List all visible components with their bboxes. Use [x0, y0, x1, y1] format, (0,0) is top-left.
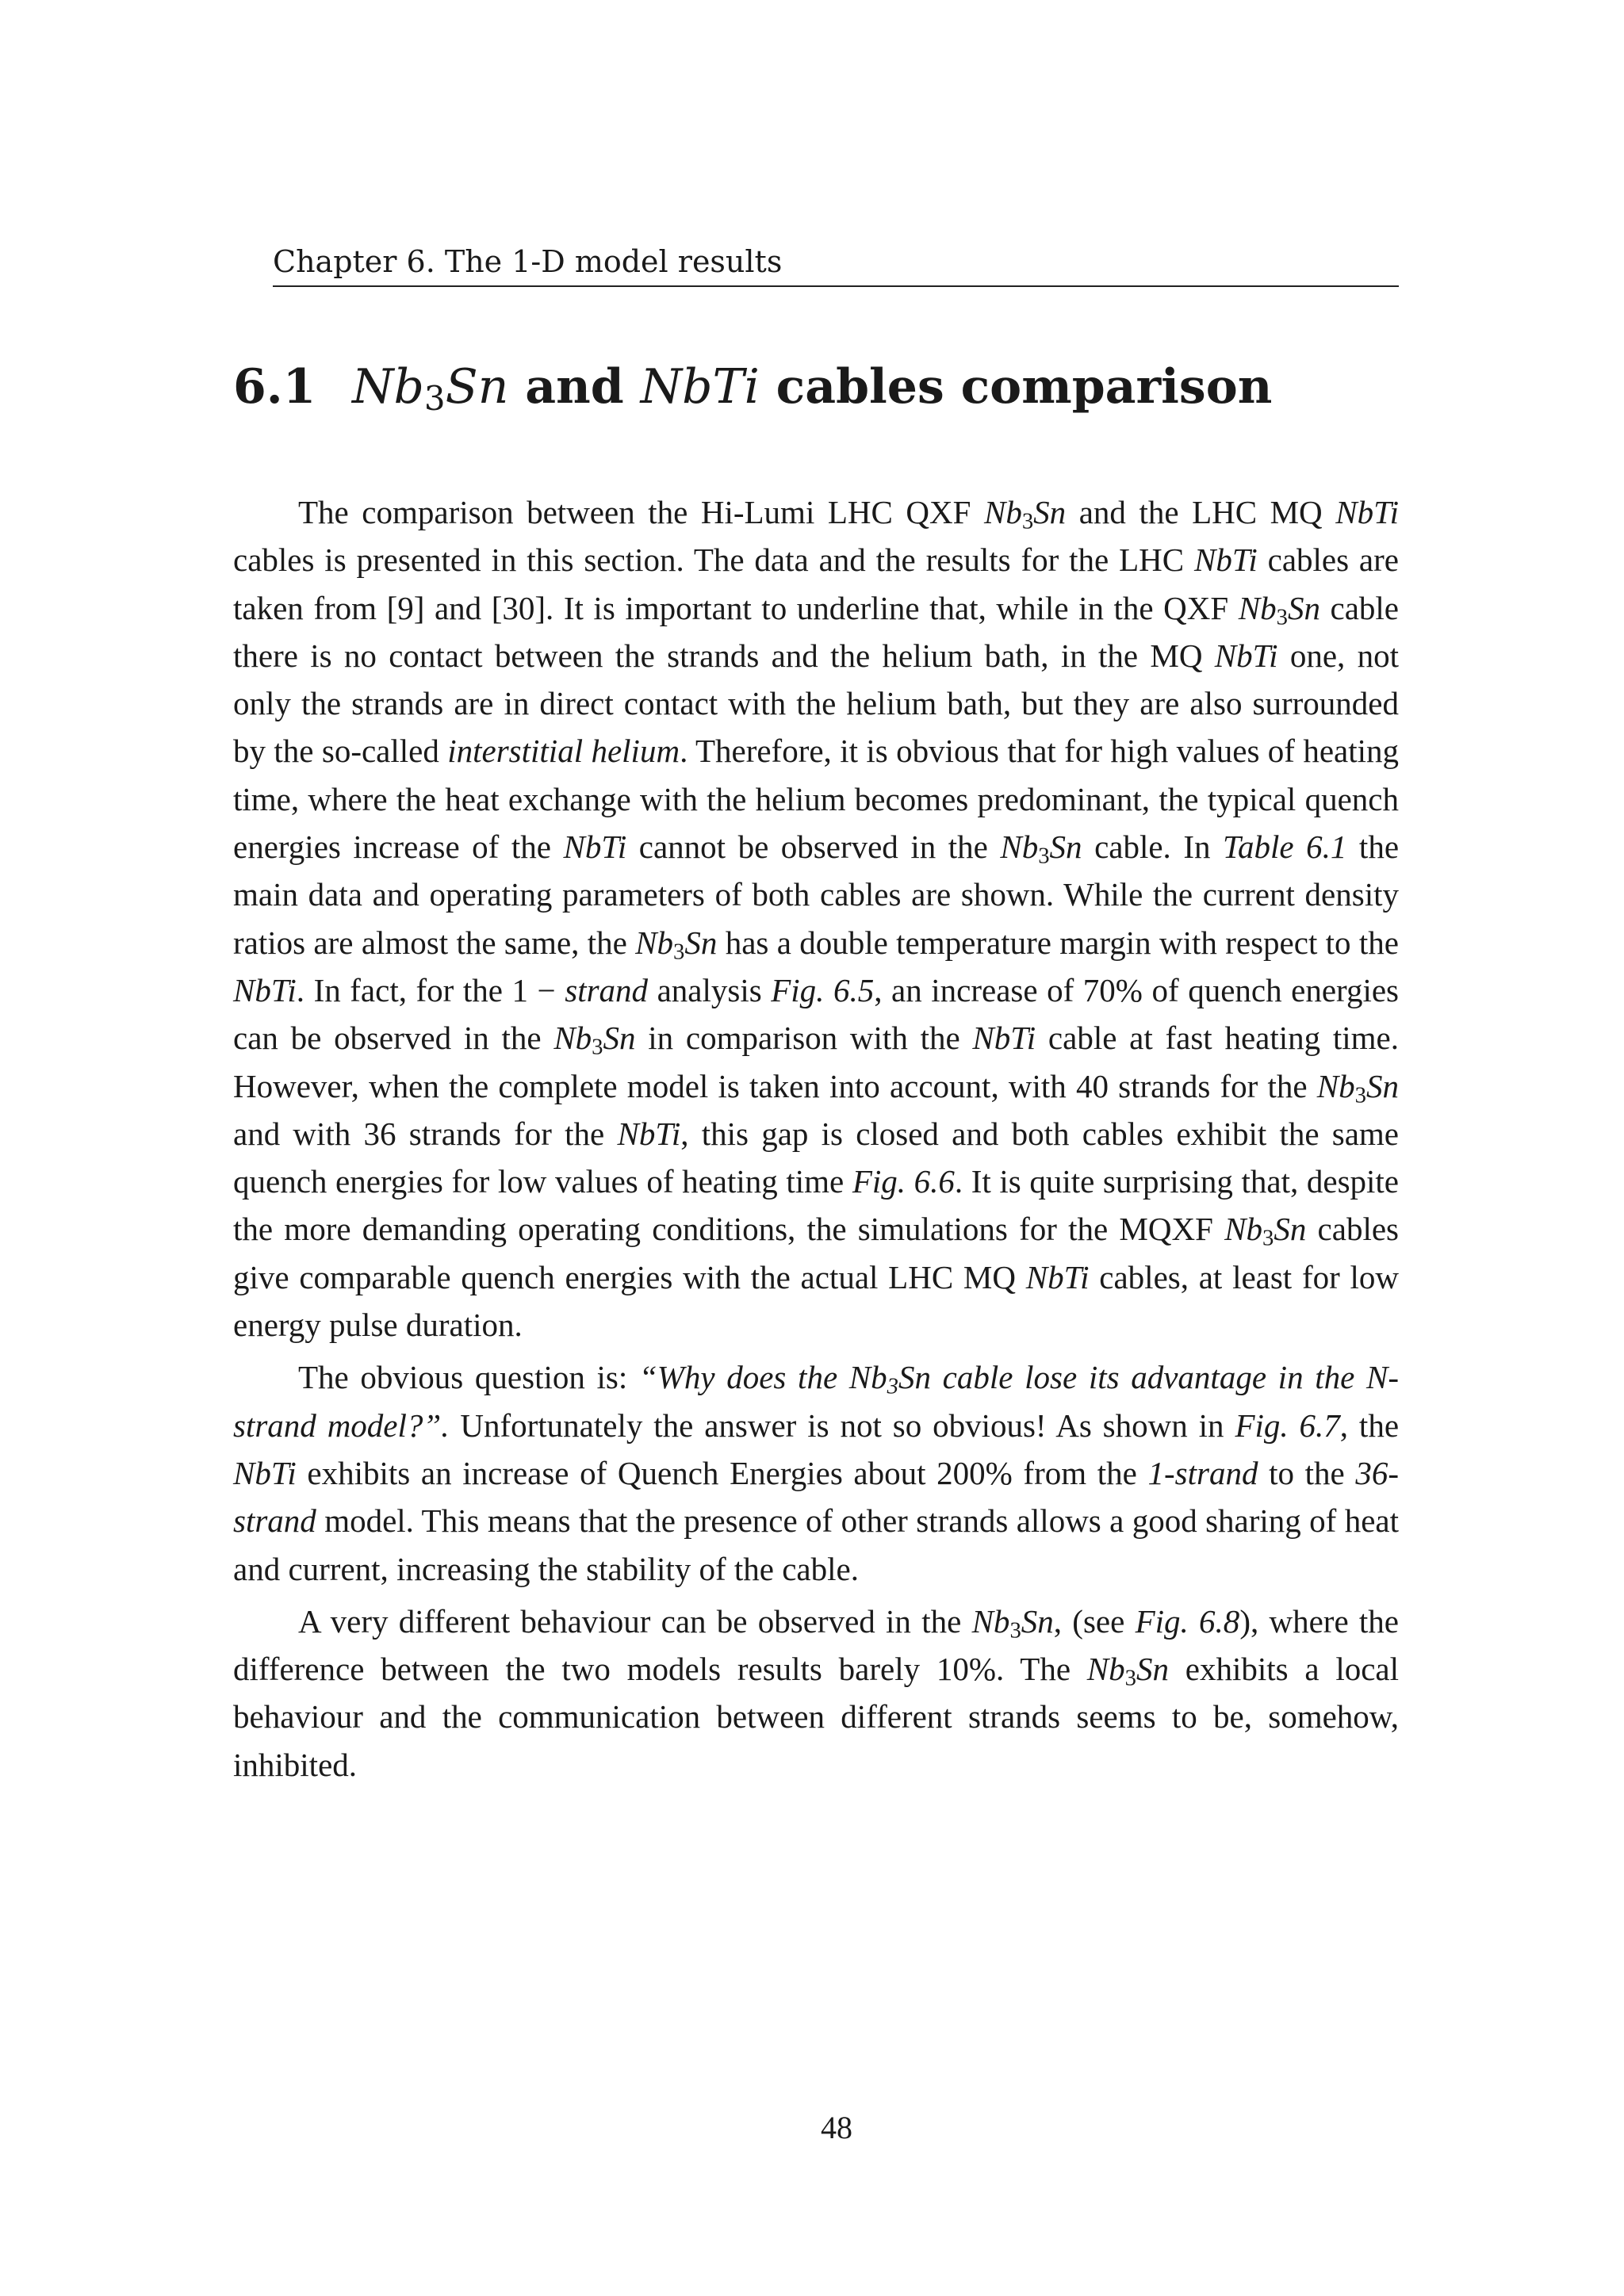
- italic-run: Nb: [1316, 1067, 1355, 1104]
- italic-run: Nb: [983, 494, 1022, 530]
- section-title-nb3sn-nb: Nb: [352, 359, 424, 415]
- subscript: 3: [1124, 1665, 1136, 1691]
- text-run: and with 36 strands for the: [233, 1115, 618, 1152]
- text-run: one, not only the strands are in direct contact with the helium bath, but they are also surrounded by the so-called: [233, 637, 1399, 770]
- italic-run: interstitial helium: [447, 733, 680, 770]
- italic-run: Sn: [1021, 1602, 1054, 1640]
- italic-run: NbTi: [233, 1454, 297, 1491]
- italic-run: Sn cable lose its advantage in the N-strand model?”.: [233, 1359, 1399, 1444]
- italic-run: Nb: [553, 1020, 592, 1057]
- italic-run: strand: [565, 971, 649, 1008]
- italic-run: NbTi: [1214, 637, 1278, 674]
- section-title-nb3sn-sub: 3: [423, 379, 446, 419]
- text-run: cables, at least for low energy pulse duration.: [233, 1258, 1400, 1344]
- subscript: 3: [1021, 508, 1034, 534]
- subscript: 3: [1038, 843, 1050, 869]
- subscript: 3: [1009, 1617, 1021, 1644]
- italic-run: Fig. 6.7: [1235, 1406, 1340, 1444]
- subscript: 3: [887, 1373, 898, 1399]
- subscript: 3: [673, 938, 685, 964]
- italic-run: Sn: [684, 924, 718, 961]
- text-run: The comparison between the Hi-Lumi LHC QXF: [298, 494, 984, 530]
- italic-run: NbTi: [972, 1020, 1036, 1057]
- section-title-rest: cables comparison: [759, 359, 1273, 415]
- italic-run: Sn: [1136, 1651, 1169, 1688]
- italic-run: Fig. 6.6: [852, 1163, 955, 1200]
- italic-run: NbTi: [1025, 1258, 1090, 1295]
- text-run: cable there is no contact between the strands and the helium bath, in the MQ: [233, 589, 1399, 674]
- section-heading: [233, 355, 1399, 419]
- text-run: model. This means that the presence of other strands allows a good sharing of heat and current, increasing the stability of the cable.: [233, 1502, 1399, 1587]
- italic-run: Sn: [1287, 589, 1320, 626]
- text-run: the main data and operating parameters of both cables are shown. While the current density ratios are almost the same, the: [233, 828, 1400, 961]
- italic-run: NbTi: [1335, 494, 1399, 530]
- text-run: cables are taken from [9] and [30]. It is important to underline that, while in the QXF: [233, 541, 1399, 626]
- text-run: , an increase of 70% of quench energies can be observed in the: [233, 971, 1399, 1057]
- running-header: [273, 239, 1399, 287]
- italic-run: Sn: [603, 1020, 636, 1057]
- text-run: cable at fast heating time. However, when the complete model is taken into account, with 40 strands for the: [233, 1020, 1399, 1104]
- italic-run: Nb: [971, 1602, 1010, 1640]
- body-text: [233, 488, 1399, 1789]
- section-title-nb3sn-sn: Sn: [445, 359, 509, 415]
- text-run: and the LHC MQ: [1066, 494, 1336, 530]
- italic-run: Nb: [1238, 589, 1277, 626]
- italic-run: NbTi: [563, 828, 627, 866]
- text-run: ), where the difference between the two models results barely 10%. The: [233, 1602, 1400, 1688]
- section-title-and: and: [508, 359, 641, 415]
- text-run: exhibits a local behaviour and the communication between different strands seems to be, somehow, inhibited.: [233, 1651, 1399, 1783]
- italic-run: NbTi: [233, 971, 297, 1008]
- text-run: The obvious question is:: [298, 1359, 639, 1396]
- text-run: cable. In: [1082, 828, 1223, 866]
- subscript: 3: [1276, 603, 1288, 629]
- text-run: exhibits an increase of Quench Energies about 200% from the: [296, 1454, 1148, 1491]
- italic-run: 1-strand: [1147, 1454, 1258, 1491]
- section-title-nbti: NbTi: [640, 359, 760, 415]
- text-run: , (see: [1053, 1602, 1136, 1640]
- italic-run: “Why does the Nb: [638, 1359, 887, 1396]
- paragraph-1: [233, 488, 1399, 1349]
- italic-run: Sn: [1033, 494, 1067, 530]
- text-run: cables is presented in this section. The data and the results for the LHC: [233, 541, 1194, 579]
- text-run: A very different behaviour can be observed in the: [298, 1602, 972, 1640]
- page-number: 48: [821, 2110, 852, 2145]
- italic-run: Sn: [1049, 828, 1082, 866]
- italic-run: Fig. 6.8: [1135, 1602, 1240, 1640]
- text-run: cables give comparable quench energies with the actual LHC MQ: [233, 1211, 1399, 1295]
- paragraph-2: [233, 1353, 1399, 1592]
- italic-run: Nb: [1000, 828, 1039, 866]
- italic-run: Table 6.1: [1223, 828, 1347, 866]
- text-run: Unfortunately the answer is not so obvious! As shown in: [449, 1406, 1235, 1444]
- italic-run: Fig. 6.5: [771, 971, 875, 1008]
- text-run: . It is quite surprising that, despite the more demanding operating conditions, the simulations for the MQXF: [233, 1163, 1400, 1248]
- italic-run: Sn: [1366, 1067, 1399, 1104]
- text-run: in comparison with the: [635, 1020, 973, 1057]
- italic-run: Sn: [1274, 1211, 1307, 1248]
- section-number: 6.1: [233, 359, 316, 415]
- subscript: 3: [1262, 1225, 1274, 1251]
- text-run: cannot be observed in the: [626, 828, 1001, 866]
- italic-run: NbTi: [617, 1115, 681, 1152]
- subscript: 3: [1354, 1081, 1366, 1108]
- italic-run: NbTi: [1193, 541, 1258, 579]
- italic-run: Nb: [635, 924, 674, 961]
- text-run: has a double temperature margin with respect to the: [717, 924, 1399, 961]
- text-run: analysis: [648, 971, 772, 1008]
- text-run: . In fact, for the 1 −: [296, 971, 565, 1008]
- italic-run: Nb: [1224, 1211, 1262, 1248]
- text-run: , the: [1339, 1406, 1400, 1444]
- italic-run: Nb: [1086, 1651, 1125, 1688]
- italic-run: 36-strand: [233, 1454, 1399, 1540]
- running-header-title: Chapter 6. The 1-D model results: [273, 244, 783, 279]
- text-run: , this gap is closed and both cables exhibit the same quench energies for low values of heating time: [233, 1115, 1399, 1200]
- text-run: . Therefore, it is obvious that for high values of heating time, where the heat exchange with the helium becomes predominant, the typical quench energies increase of the: [233, 733, 1399, 866]
- subscript: 3: [592, 1034, 603, 1060]
- text-run: to the: [1258, 1454, 1356, 1491]
- paragraph-3: [233, 1598, 1399, 1789]
